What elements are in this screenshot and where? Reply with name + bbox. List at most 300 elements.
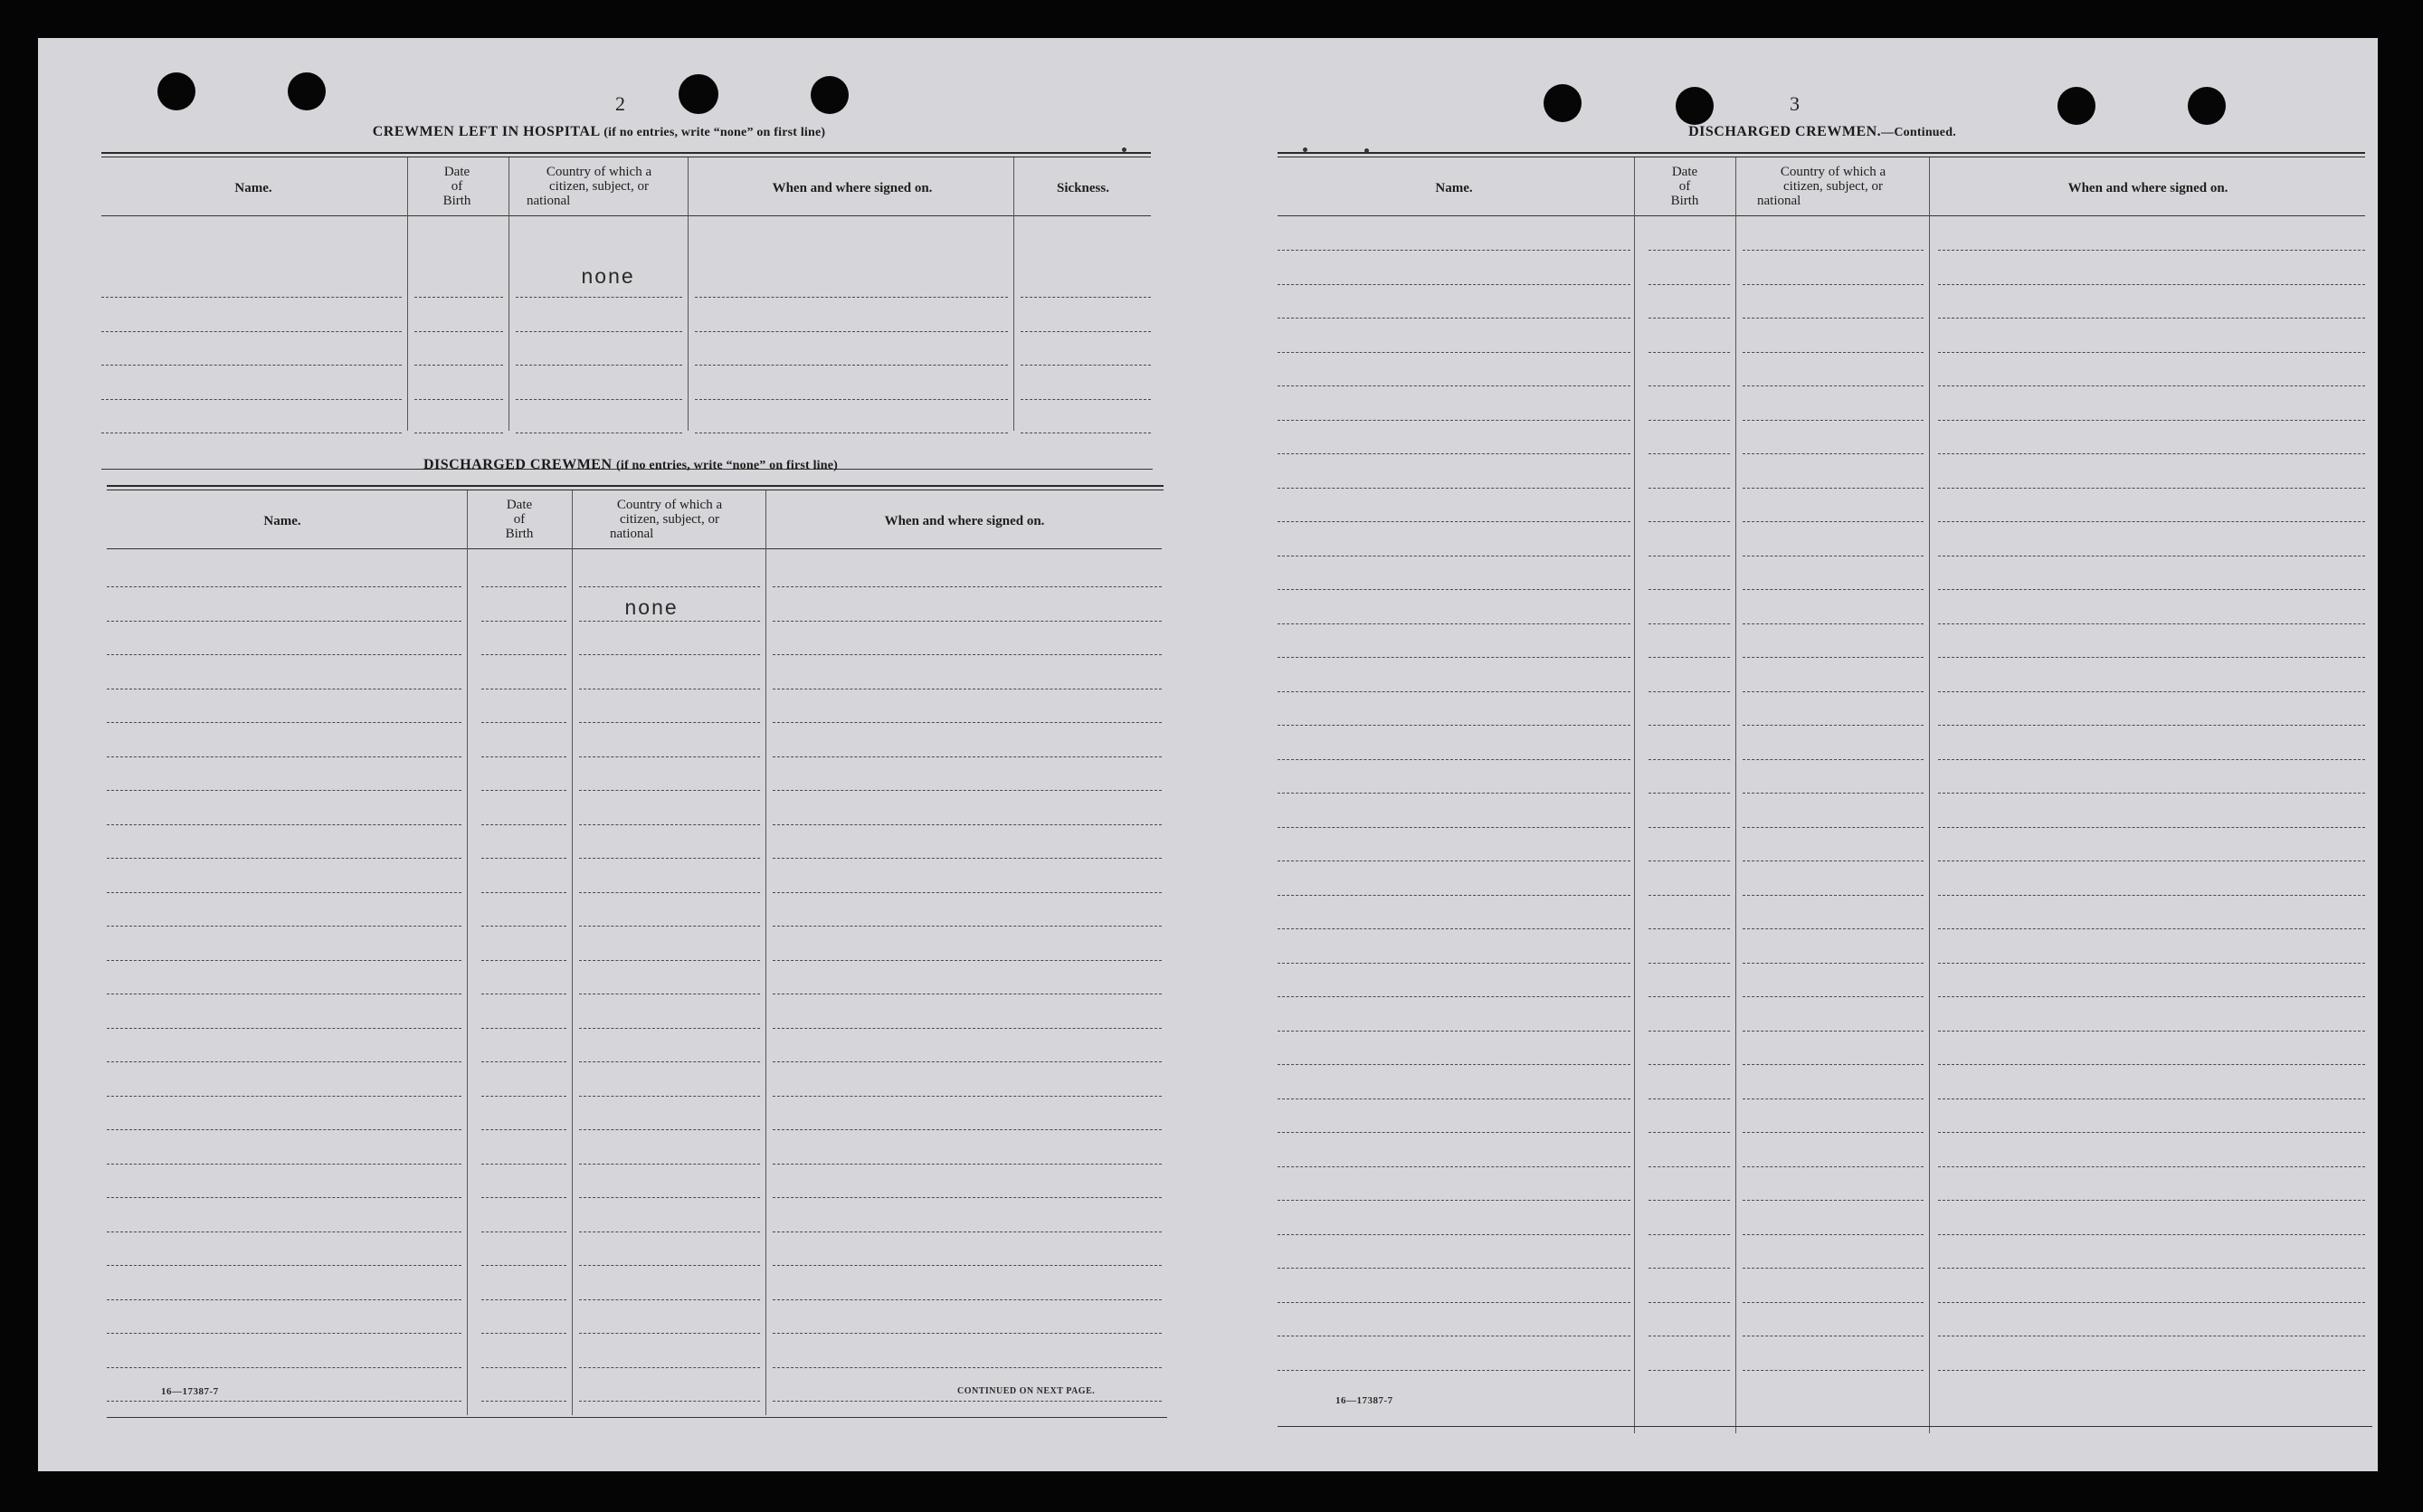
ruled-line: [1649, 657, 1730, 658]
column-divider: [1929, 157, 1930, 1433]
ruled-line: [1938, 1370, 2365, 1371]
ruled-line: [1278, 1031, 1630, 1032]
dob-line: Birth: [1670, 194, 1699, 208]
ruled-line: [107, 1231, 461, 1232]
ruled-line: [773, 1028, 1162, 1029]
ruled-line: [481, 1028, 566, 1029]
ruled-line: [1021, 297, 1151, 298]
dob-line: Birth: [442, 194, 471, 208]
ruled-line: [773, 1129, 1162, 1130]
col-header-name: Name.: [234, 181, 272, 195]
ruled-line: [1743, 1166, 1924, 1167]
ruled-line: [1743, 963, 1924, 964]
ruled-line: [1938, 1132, 2365, 1133]
header-rule: [107, 548, 1162, 549]
ruled-line: [1938, 759, 2365, 760]
country-line: citizen, subject, or: [1783, 179, 1883, 194]
discharged-section-title: [101, 457, 1160, 473]
ruled-line: [1938, 420, 2365, 421]
ruled-line: [579, 1164, 760, 1165]
column-divider: [1735, 157, 1736, 1433]
ruled-line: [107, 621, 461, 622]
col-header-dob: [407, 165, 507, 208]
ruled-line: [101, 297, 402, 298]
ruled-line: [1649, 691, 1730, 692]
ruled-line: [107, 824, 461, 825]
ruled-line: [1649, 623, 1730, 624]
ruled-line: [1938, 1268, 2365, 1269]
ruled-line: [481, 586, 566, 587]
ruled-line: [1649, 1268, 1730, 1269]
header-rule: [101, 215, 1151, 216]
col-header-country: [510, 165, 688, 208]
ruled-line: [1743, 691, 1924, 692]
punch-hole: [679, 74, 718, 114]
ruled-line: [414, 399, 503, 400]
ruled-line: [1649, 1200, 1730, 1201]
column-divider: [765, 490, 766, 1415]
ruled-line: [1938, 385, 2365, 386]
col-header-sickness: Sickness.: [1057, 181, 1109, 195]
ruled-line: [1649, 725, 1730, 726]
country-line: citizen, subject, or: [549, 179, 649, 194]
ruled-line: [1743, 521, 1924, 522]
ruled-line: [579, 858, 760, 859]
ruled-line: [481, 1333, 566, 1334]
ruled-line: [1649, 793, 1730, 794]
ruled-line: [1649, 352, 1730, 353]
ruled-line: [107, 1129, 461, 1130]
ruled-line: [1278, 963, 1630, 964]
ruled-line: [1938, 725, 2365, 726]
ruled-line: [1743, 1370, 1924, 1371]
ruled-line: [481, 960, 566, 961]
discharged-continued-table: [1278, 152, 2365, 1437]
ruled-line: [481, 1367, 566, 1368]
ruled-line: [1743, 1098, 1924, 1099]
ruled-line: [773, 858, 1162, 859]
ruled-line: [1743, 725, 1924, 726]
dob-line: of: [1678, 179, 1691, 194]
ruled-line: [1278, 1268, 1630, 1269]
ruled-line: [107, 722, 461, 723]
ruled-line: [107, 892, 461, 893]
discharged-entry-none: none: [624, 597, 679, 621]
ruled-line: [1938, 793, 2365, 794]
ruled-line: [107, 586, 461, 587]
ruled-line: [1938, 488, 2365, 489]
punch-hole: [288, 72, 326, 110]
ruled-line: [1278, 352, 1630, 353]
country-line: national: [1757, 194, 1801, 208]
ruled-line: [1938, 521, 2365, 522]
page-number-left: 2: [615, 92, 625, 115]
ruled-line: [1649, 1031, 1730, 1032]
punch-hole: [2188, 87, 2226, 125]
ruled-line: [1743, 759, 1924, 760]
ruled-line: [107, 1197, 461, 1198]
ruled-line: [481, 722, 566, 723]
col-header-name: Name.: [1435, 181, 1473, 195]
ruled-line: [481, 1061, 566, 1062]
ruled-line: [1649, 1370, 1730, 1371]
ruled-line: [1278, 996, 1630, 997]
discharged-continued-title-text: DISCHARGED CREWMEN.: [1688, 124, 1882, 139]
country-line: national: [527, 194, 571, 208]
ruled-line: [1278, 318, 1630, 319]
ruled-line: [1743, 1031, 1924, 1032]
ruled-line: [1938, 352, 2365, 353]
ruled-line: [773, 1299, 1162, 1300]
ruled-line: [1278, 488, 1630, 489]
form-number-right: 16—17387-7: [1335, 1395, 1393, 1406]
ruled-line: [481, 1197, 566, 1198]
ruled-line: [1278, 284, 1630, 285]
col-header-signed-on: When and where signed on.: [2067, 181, 2228, 195]
ruled-line: [1649, 996, 1730, 997]
ruled-line: [481, 824, 566, 825]
ruled-line: [107, 1333, 461, 1334]
ruled-line: [579, 1028, 760, 1029]
ruled-line: [107, 1401, 461, 1402]
ruled-line: [773, 1401, 1162, 1402]
ruled-line: [1938, 1064, 2365, 1065]
ruled-line: [1278, 657, 1630, 658]
hospital-section-title: [101, 124, 1097, 140]
ruled-line: [773, 960, 1162, 961]
discharged-continued-note: —Continued.: [1881, 126, 1956, 139]
dob-line: Date: [506, 498, 533, 512]
col-header-dob: [469, 498, 570, 541]
ruled-line: [1278, 1064, 1630, 1065]
dob-line: of: [513, 512, 526, 527]
punch-hole: [2057, 87, 2095, 125]
ruled-line: [1743, 1200, 1924, 1201]
ruled-line: [1743, 352, 1924, 353]
ruled-line: [1649, 1098, 1730, 1099]
ruled-line: [1938, 284, 2365, 285]
ruled-line: [1278, 725, 1630, 726]
ruled-line: [1649, 1064, 1730, 1065]
ruled-line: [107, 960, 461, 961]
ruled-line: [481, 858, 566, 859]
ruled-line: [1278, 453, 1630, 454]
table-top-rule: [1278, 152, 2365, 154]
ruled-line: [773, 654, 1162, 655]
scanned-document: [38, 38, 2378, 1471]
ruled-line: [107, 790, 461, 791]
ruled-line: [481, 790, 566, 791]
ruled-line: [1278, 250, 1630, 251]
ruled-line: [1743, 318, 1924, 319]
punch-hole: [811, 76, 849, 114]
column-divider: [407, 157, 408, 431]
ruled-line: [1743, 589, 1924, 590]
ruled-line: [773, 1265, 1162, 1266]
col-header-signed-on: When and where signed on.: [884, 514, 1045, 528]
ruled-line: [1938, 827, 2365, 828]
ruled-line: [1278, 895, 1630, 896]
ruled-line: [773, 1061, 1162, 1062]
ruled-line: [1649, 250, 1730, 251]
ruled-line: [773, 756, 1162, 757]
ruled-line: [1743, 385, 1924, 386]
ruled-line: [1743, 827, 1924, 828]
ruled-line: [1649, 1234, 1730, 1235]
ruled-line: [1743, 1064, 1924, 1065]
ruled-line: [107, 1265, 461, 1266]
ruled-line: [481, 892, 566, 893]
ruled-line: [579, 586, 760, 587]
ruled-line: [1278, 1132, 1630, 1133]
ruled-line: [516, 365, 682, 366]
col-header-name: Name.: [263, 514, 301, 528]
ruled-line: [481, 1096, 566, 1097]
ruled-line: [1021, 365, 1151, 366]
ruled-line: [773, 1096, 1162, 1097]
ruled-line: [481, 926, 566, 927]
dob-line: Birth: [505, 527, 534, 541]
ruled-line: [1649, 521, 1730, 522]
ruled-line: [1278, 928, 1630, 929]
ruled-line: [773, 892, 1162, 893]
ruled-line: [1743, 623, 1924, 624]
ruled-line: [1938, 623, 2365, 624]
ruled-line: [773, 926, 1162, 927]
ruled-line: [1743, 793, 1924, 794]
punch-hole: [157, 72, 195, 110]
ruled-line: [516, 331, 682, 332]
column-divider: [688, 157, 689, 431]
ruled-line: [1649, 453, 1730, 454]
ruled-line: [695, 399, 1008, 400]
ruled-line: [1743, 1302, 1924, 1303]
ruled-line: [101, 399, 402, 400]
ruled-line: [1649, 385, 1730, 386]
ruled-line: [1649, 928, 1730, 929]
ruled-line: [1743, 1234, 1924, 1235]
ruled-line: [579, 892, 760, 893]
ruled-line: [695, 297, 1008, 298]
ruled-line: [695, 331, 1008, 332]
ruled-line: [1278, 420, 1630, 421]
ruled-line: [1278, 1166, 1630, 1167]
ruled-line: [414, 331, 503, 332]
col-header-country: [574, 498, 765, 541]
ruled-line: [1743, 657, 1924, 658]
table-top-rule: [107, 485, 1164, 487]
ruled-line: [1743, 895, 1924, 896]
ruled-line: [101, 331, 402, 332]
ruled-line: [1649, 963, 1730, 964]
header-rule: [1278, 215, 2365, 216]
ruled-line: [1278, 793, 1630, 794]
ruled-line: [481, 1129, 566, 1130]
ruled-line: [1743, 250, 1924, 251]
ruled-line: [579, 1129, 760, 1130]
ruled-line: [1938, 895, 2365, 896]
ruled-line: [516, 399, 682, 400]
ruled-line: [579, 1197, 760, 1198]
ruled-line: [579, 621, 760, 622]
ruled-line: [579, 654, 760, 655]
ruled-line: [579, 926, 760, 927]
column-divider: [572, 490, 573, 1415]
ruled-line: [773, 824, 1162, 825]
discharged-title-text: DISCHARGED CREWMEN: [423, 457, 613, 472]
ruled-line: [773, 1164, 1162, 1165]
ruled-line: [773, 790, 1162, 791]
hospital-title-note: (if no entries, write “none” on first line): [603, 126, 826, 139]
ruled-line: [1938, 589, 2365, 590]
ruled-line: [1278, 521, 1630, 522]
ruled-line: [1649, 1132, 1730, 1133]
ruled-line: [481, 1231, 566, 1232]
ruled-line: [1938, 1166, 2365, 1167]
country-line: Country of which a: [1780, 165, 1886, 179]
ruled-line: [1743, 488, 1924, 489]
ruled-line: [1649, 589, 1730, 590]
ruled-line: [1938, 1098, 2365, 1099]
ruled-line: [579, 756, 760, 757]
ruled-line: [579, 1299, 760, 1300]
ruled-line: [107, 1096, 461, 1097]
ruled-line: [1021, 399, 1151, 400]
ruled-line: [107, 654, 461, 655]
country-line: citizen, subject, or: [620, 512, 719, 527]
form-number-left: 16—17387-7: [161, 1386, 219, 1397]
ruled-line: [1649, 488, 1730, 489]
ruled-line: [107, 1164, 461, 1165]
ruled-line: [1649, 318, 1730, 319]
ruled-line: [1278, 1302, 1630, 1303]
col-header-signed-on: When and where signed on.: [772, 181, 933, 195]
ruled-line: [107, 1367, 461, 1368]
ruled-line: [773, 1367, 1162, 1368]
ruled-line: [107, 756, 461, 757]
ruled-line: [1649, 827, 1730, 828]
ruled-line: [1938, 1031, 2365, 1032]
punch-hole: [1544, 84, 1582, 122]
ruled-line: [579, 790, 760, 791]
ruled-line: [1743, 453, 1924, 454]
table-bottom-rule: [1278, 1426, 2372, 1427]
ruled-line: [695, 365, 1008, 366]
page-spread: [38, 38, 2378, 1471]
ruled-line: [579, 1333, 760, 1334]
ruled-line: [1938, 1200, 2365, 1201]
col-header-dob: [1636, 165, 1734, 208]
ruled-line: [481, 1164, 566, 1165]
ruled-line: [1743, 928, 1924, 929]
country-line: Country of which a: [546, 165, 652, 179]
ruled-line: [773, 1231, 1162, 1232]
ruled-line: [1938, 1234, 2365, 1235]
ruled-line: [481, 1299, 566, 1300]
ruled-line: [1938, 453, 2365, 454]
ruled-line: [1278, 1370, 1630, 1371]
ruled-line: [107, 926, 461, 927]
ruled-line: [579, 1231, 760, 1232]
ruled-line: [1649, 284, 1730, 285]
hospital-title-text: CREWMEN LEFT IN HOSPITAL: [372, 124, 600, 139]
ruled-line: [1278, 759, 1630, 760]
ruled-line: [1743, 1268, 1924, 1269]
ruled-line: [1938, 318, 2365, 319]
ruled-line: [579, 1096, 760, 1097]
ruled-line: [1649, 1166, 1730, 1167]
table-top-rule: [101, 152, 1151, 154]
ruled-line: [579, 824, 760, 825]
column-divider: [508, 157, 509, 431]
ruled-line: [481, 654, 566, 655]
ruled-line: [481, 1401, 566, 1402]
column-divider: [1013, 157, 1014, 431]
ruled-line: [1021, 331, 1151, 332]
ruled-line: [1649, 895, 1730, 896]
table-bottom-rule: [107, 1417, 1167, 1418]
ruled-line: [101, 365, 402, 366]
ruled-line: [1649, 759, 1730, 760]
ruled-line: [773, 1333, 1162, 1334]
ruled-line: [1278, 827, 1630, 828]
hospital-table: [101, 152, 1151, 474]
ruled-line: [579, 1401, 760, 1402]
page-number-right: 3: [1790, 92, 1800, 115]
ruled-line: [1938, 928, 2365, 929]
ruled-line: [1938, 963, 2365, 964]
ruled-line: [773, 722, 1162, 723]
ruled-line: [1278, 589, 1630, 590]
dob-line: Date: [443, 165, 470, 179]
ruled-line: [773, 1197, 1162, 1198]
continued-note: CONTINUED ON NEXT PAGE.: [957, 1386, 1096, 1396]
ruled-line: [1278, 1234, 1630, 1235]
ruled-line: [516, 297, 682, 298]
ruled-line: [1278, 1200, 1630, 1201]
ruled-line: [579, 1367, 760, 1368]
ruled-line: [1938, 657, 2365, 658]
ruled-line: [1278, 623, 1630, 624]
ruled-line: [579, 722, 760, 723]
ruled-line: [1649, 1302, 1730, 1303]
ruled-line: [414, 365, 503, 366]
col-header-country: [1737, 165, 1929, 208]
ruled-line: [107, 1061, 461, 1062]
ruled-line: [1743, 420, 1924, 421]
ruled-line: [414, 297, 503, 298]
ruled-line: [1743, 284, 1924, 285]
ruled-line: [773, 621, 1162, 622]
country-line: Country of which a: [616, 498, 723, 512]
punch-hole: [1676, 87, 1714, 125]
ruled-line: [107, 858, 461, 859]
column-divider: [467, 490, 468, 1415]
hospital-entry-none: none: [581, 266, 635, 290]
ruled-line: [1278, 1098, 1630, 1099]
discharged-title-note: (if no entries, write “none” on first line): [616, 459, 839, 472]
discharged-table: [107, 485, 1164, 1426]
ruled-line: [107, 1299, 461, 1300]
ruled-line: [1743, 996, 1924, 997]
country-line: national: [610, 527, 654, 541]
ruled-line: [1278, 385, 1630, 386]
ruled-line: [1938, 250, 2365, 251]
ruled-line: [1278, 691, 1630, 692]
dob-line: Date: [1671, 165, 1698, 179]
discharged-continued-title: [1279, 124, 2365, 140]
ruled-line: [579, 1265, 760, 1266]
